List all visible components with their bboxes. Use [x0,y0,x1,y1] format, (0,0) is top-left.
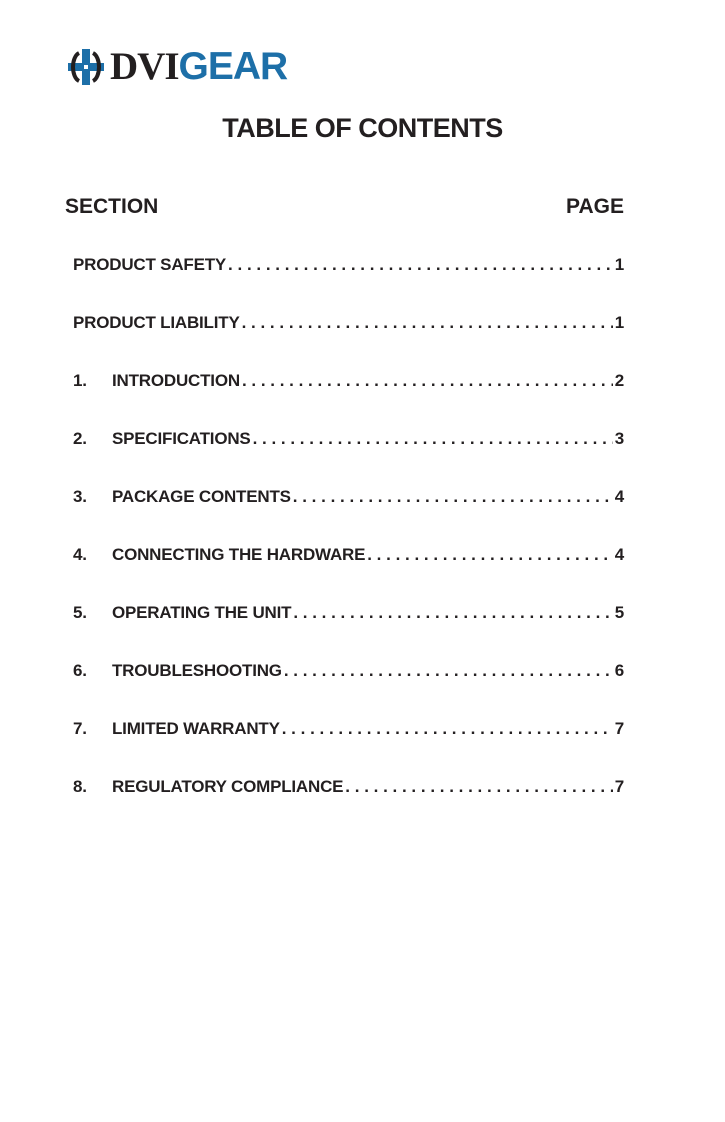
toc-entry-label: SPECIFICATIONS [112,429,251,448]
toc-entry[interactable] [73,719,624,777]
toc-entry[interactable] [73,545,624,603]
dot-leader [284,661,613,681]
toc-entry[interactable] [73,313,624,371]
dot-leader [345,777,612,797]
toc-entry-label: REGULATORY COMPLIANCE [112,777,344,796]
section-column-header: SECTION [65,195,159,218]
toc-entry-page: 7 [614,777,624,796]
toc-entry-number: 4. [73,545,87,564]
dot-leader [282,719,613,739]
toc-entry-number: 1. [73,371,87,390]
toc-entry-number: 6. [73,661,87,680]
toc-entry-label: INTRODUCTION [112,371,240,390]
page-column-header: PAGE [566,195,624,218]
toc-entry-number: 7. [73,719,87,738]
toc-entry-number: 2. [73,429,87,448]
toc-entry-number: 3. [73,487,87,506]
toc-entry-label: CONNECTING THE HARDWARE [112,545,366,564]
toc-entry-page: 3 [614,429,624,448]
toc-entry-label: TROUBLESHOOTING [112,661,282,680]
dot-leader [367,545,613,565]
toc-entry[interactable] [73,255,624,313]
dot-leader [242,313,613,333]
toc-entry-page: 5 [614,603,624,622]
dot-leader [253,429,613,449]
page-title: TABLE OF CONTENTS [222,113,503,143]
toc-entry-label: PRODUCT SAFETY [73,255,227,274]
dot-leader [228,255,613,275]
toc-entry-number: 5. [73,603,87,622]
dot-leader [293,487,613,507]
toc-entry-label: LIMITED WARRANTY [112,719,280,738]
toc-entry[interactable] [73,487,624,545]
toc-entry-page: 1 [614,255,624,274]
toc-entry-page: 4 [614,487,624,506]
toc-entry-page: 6 [614,661,624,680]
brand-name-dvi: DVI [110,45,179,88]
toc-list [73,255,624,835]
toc-entry-page: 4 [614,545,624,564]
dot-leader [293,603,612,623]
toc-entry[interactable] [73,661,624,719]
cross-shield-icon [66,47,106,87]
toc-entry[interactable] [73,603,624,661]
toc-entry-label: PACKAGE CONTENTS [112,487,291,506]
toc-entry[interactable] [73,429,624,487]
brand-name-gear: GEAR [178,45,288,88]
toc-entry-page: 1 [614,313,624,332]
toc-entry[interactable] [73,777,624,835]
dot-leader [242,371,613,391]
toc-entry-label: OPERATING THE UNIT [112,603,292,622]
brand-logo [66,46,287,88]
toc-entry-page: 2 [614,371,624,390]
toc-entry-number: 8. [73,777,87,796]
toc-entry-label: PRODUCT LIABILITY [73,313,240,332]
toc-entry-page: 7 [614,719,624,738]
toc-entry[interactable] [73,371,624,429]
